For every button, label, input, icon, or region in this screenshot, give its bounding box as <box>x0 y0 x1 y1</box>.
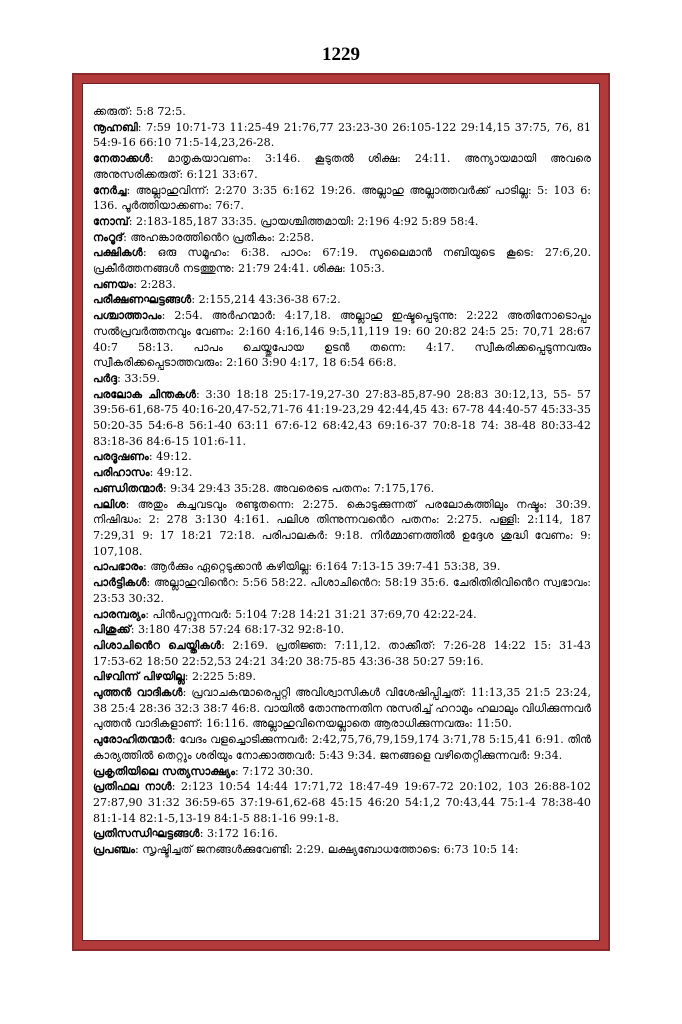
entry-heading: പണ്ഡിതന്മാർ <box>93 481 163 495</box>
index-entry <box>93 607 591 623</box>
index-entry <box>93 685 591 732</box>
entry-heading: പിശാചിൻെറ ചെയ്തികൾ <box>93 638 222 652</box>
entry-references: : 2:54. അർഹന്മാർ: 4:17,18. അല്ലാഹു ഇഷ്ടപ്പെടുന്നു: 2:222 അതിനോടൊപ്പം സൽപ്രവർത്തനവും വേണം: 2:160 4:16,146 9:5,11,119 19: 60 20:82 24:5 25: 70,71 28:67 40:7 58:13. പാപം ചെയ്തുപോയ ഉടൻ തന്നെ: 4:17. സ്വീകരിക്കപ്പെടുന്നവരും സ്വീകരിക്കപ്പെടാത്തവരും: 2:160 3:90 4:17, 18 6:54 66:8. <box>93 309 591 370</box>
entry-heading: പുത്തൻ വാദികൾ <box>93 686 183 700</box>
entry-references: : പിൻപറ്റുന്നവർ: 5:104 7:28 14:21 31:21 37:69,70 42:22-24. <box>145 607 477 621</box>
entry-heading: പുരോഹിതന്മാർ <box>93 733 172 747</box>
entry-references: : 49:12. <box>149 466 193 480</box>
entry-references: : വേദം വളച്ചൊടിക്കുന്നവർ: 2:42,75,76,79,159,174 3:71,78 5:15,41 6:91. തിൻ കാര്യത്തിൽ തെറ്റും ശരിയും നോക്കാത്തവർ: 5:43 9:34. ജനങ്ങളെ വഴിതെറ്റിക്കുന്നവർ: 9:34. <box>93 733 591 762</box>
page-number: 1229 <box>322 44 360 65</box>
entry-references: : 33:59. <box>117 371 160 385</box>
entry-heading: പിശുക്ക് <box>93 623 131 637</box>
entry-references: : 2:225 5:89. <box>184 670 256 684</box>
index-entry <box>93 842 591 858</box>
index-entry <box>93 669 591 685</box>
entry-heading: നേതാക്കൾ <box>93 152 150 166</box>
entry-heading: നോമ്പ് <box>93 214 129 228</box>
index-entry <box>93 497 591 560</box>
index-entry <box>93 732 591 763</box>
index-entry <box>93 230 591 246</box>
index-entry <box>93 622 591 638</box>
entry-references: : 2:169. പ്രതിജ്ഞ: 7:11,12. താക്കീത്: 7:26-28 14:22 15: 31-43 17:53-62 18:50 22:52,53 24:21 34:20 38:75-85 43:36-38 50:27 59:16. <box>93 638 591 668</box>
index-entry <box>93 308 591 371</box>
entry-references: ക്കരുത്: 5:8 72:5. <box>93 105 186 118</box>
entry-heading: പലിശ <box>93 497 126 511</box>
index-entry <box>93 465 591 481</box>
entry-references: : 7:172 30:30. <box>235 764 314 778</box>
entry-heading: പക്ഷികൾ <box>93 246 143 260</box>
index-entry <box>93 120 591 151</box>
entry-heading: നേർച്ച <box>93 183 127 197</box>
entry-references: : അല്ലാഹുവിൻെറ: 5:56 58:22. പിശാചിൻെറ: 58:19 35:6. ചേരിതിരിവിൻെറ സ്വഭാവം: 23:53 30:32. <box>93 576 591 605</box>
index-entry <box>93 245 591 276</box>
entry-heading: പശ്ചാത്താപം <box>93 309 162 323</box>
entry-references: : 2:283. <box>133 277 176 291</box>
index-entry <box>93 779 591 826</box>
index-entry <box>93 277 591 293</box>
index-entry <box>93 481 591 497</box>
entry-references: : 3:180 47:38 57:24 68:17-32 92:8-10. <box>130 623 345 637</box>
entry-references: : അതും കച്ചവടവും രണ്ടുതന്നെ: 2:275. കൊടുക്കുന്നത് പരലോകത്തിലും നഷ്ടം: 30:39. നിഷിദ്ധം: 2: 278 3:130 4:161. പലിശ തിന്നുന്നവൻെറ പതനം: 2:275. പള്ളി: 2:114, 187 7:29,31 9: 17 18:21 72:18. പരിപാലകർ: 9:18. നിർമ്മാണത്തിൽ ഉദ്ദേശ ശുദ്ധി വേണം: 9: 107,108. <box>93 497 591 558</box>
index-entry <box>93 826 591 842</box>
entry-references: : 2:155,214 43:36-38 67:2. <box>191 293 341 307</box>
entry-heading: പ്രകൃതിയിലെ സത്യസാക്ഷ്യം <box>93 764 236 778</box>
entry-heading: പരലോക ചിന്തകൾ <box>93 387 196 401</box>
index-entry <box>93 764 591 780</box>
entry-heading: പാരമ്പര്യം <box>93 607 146 621</box>
index-entry <box>93 104 591 120</box>
entry-references: : 49:12. <box>148 450 192 464</box>
index-entry <box>93 387 591 450</box>
entry-heading: പ്രതിഫല നാൾ <box>93 780 172 794</box>
entry-heading: പണയം <box>93 277 134 291</box>
entry-references: : 9:34 29:43 35:28. അവരെടെ പതനം: 7:175,176. <box>162 481 435 495</box>
entry-heading: പാർട്ടികൾ <box>93 576 147 590</box>
entry-heading: നംറൂദ് <box>93 230 124 244</box>
index-entry <box>93 371 591 387</box>
index-entry <box>93 214 591 230</box>
index-entry <box>93 559 591 575</box>
entry-heading: പരദൂഷണം <box>93 450 149 464</box>
entry-references: : ആർക്കും ഏറ്റെടുക്കാൻ കഴിയില്ല: 6:164 7:13-15 39:7-41 53:38, 39. <box>142 560 501 574</box>
text-panel <box>82 83 600 941</box>
page-border <box>72 73 610 951</box>
index-entry <box>93 151 591 182</box>
entry-references: : മാതൃകയാവണം: 3:146. കൂടുതൽ ശിക്ഷ: 24:11. അന്യായമായി അവരെ അനുസരിക്കരുത്: 6:121 33:67. <box>93 152 591 181</box>
entry-heading: പർദ്ദ <box>93 371 118 385</box>
entry-references: : പ്രവാചകന്മാരെപ്പറ്റി അവിശ്വാസികൾ വിശേഷിപ്പിച്ചത്: 11:13,35 21:5 23:24, 38 25:4 28:36 32:3 38:7 46:8. വായിൽ തോന്നുന്നതിന നുസരിച്ച് ഹറാമും ഹലാലും വിധിക്കുന്നവർ പുത്തൻ വാദികളാണ്: 16:116. അല്ലാഹുവിനെയല്ലാതെ ആരാധിക്കുന്നവരും: 11:50. <box>93 686 591 731</box>
entry-references: : ഒരു സമൂഹം: 6:38. പാഠം: 67:19. സുലൈമാൻ നബിയുടെ കൂടെ: 27:6,20. പ്രകീർത്തനങ്ങൾ നടത്തുന്നു: 21:79 24:41. ശിക്ഷ: 105:3. <box>93 246 591 276</box>
index-entries <box>93 104 591 934</box>
entry-heading: പിഴവിന്ന് പിഴയില്ല <box>93 670 185 684</box>
index-entry <box>93 638 591 669</box>
entry-heading: പരീക്ഷണഘട്ടങ്ങൾ <box>93 293 192 307</box>
entry-heading: പരിഹാസം <box>93 466 150 480</box>
entry-references: : 3:30 18:18 25:17-19,27-30 27:83-85,87-90 28:83 30:12,13, 55- 57 39:56-61,68-75 40:16-20,47-52,71-76 41:19-23,29 42:44,45 43: 67-78 44:40-57 45:33-35 50:20-35 54:6-8 56:1-40 63:11 67:6-12 68:42,43 69:16-37 70:8-18 74: 38-48 80:33-42 83:18-36 84:6-15 101:6-11. <box>93 387 591 448</box>
entry-references: : അല്ലാഹുവിന്ന്: 2:270 3:35 6:162 19:26. അല്ലാഹു അല്ലാത്തവർക്ക് പാടില്ല: 5: 103 6: 136. പൂർത്തിയാക്കണം: 76:7. <box>93 183 591 213</box>
index-entry <box>93 575 591 606</box>
entry-heading: നൂഹ്നബി <box>93 120 138 134</box>
index-entry <box>93 183 591 214</box>
entry-references: : 3:172 16:16. <box>199 827 278 841</box>
entry-references: : 2:123 10:54 14:44 17:71,72 18:47-49 19:67-72 20:102, 103 26:88-102 27:87,90 31:32 36:59-65 37:19-61,62-68 45:15 46:20 54:1,2 70:43,44 75:1-4 78:38-40 81:1-14 82:1-5,13-19 84:1-5 88:1-16 99:1-8. <box>93 780 591 825</box>
entry-references: : 7:59 10:71-73 11:25-49 21:76,77 23:23-30 26:105-122 29:14,15 37:75, 76, 81 54:9-16 66:10 71:5-14,23,26-28. <box>93 120 591 150</box>
entry-references: : അഹങ്കാരത്തിൻെറ പ്രതീകം: 2:258. <box>123 230 315 244</box>
entry-heading: പ്രപഞ്ചം <box>93 843 135 857</box>
entry-references: : സൃഷ്ടിച്ചത് ജനങ്ങൾക്കുവേണ്ടി: 2:29. ലക്ഷ്യബോധത്തോടെ: 6:73 10:5 14: <box>135 843 519 857</box>
entry-heading: പ്രതിസന്ധിഘട്ടങ്ങൾ <box>93 827 200 841</box>
entry-heading: പാപഭാരം <box>93 560 143 574</box>
index-entry <box>93 292 591 308</box>
entry-references: : 2:183-185,187 33:35. പ്രായശ്ചിത്തമായി: 2:196 4:92 5:89 58:4. <box>128 214 479 228</box>
index-entry <box>93 449 591 465</box>
